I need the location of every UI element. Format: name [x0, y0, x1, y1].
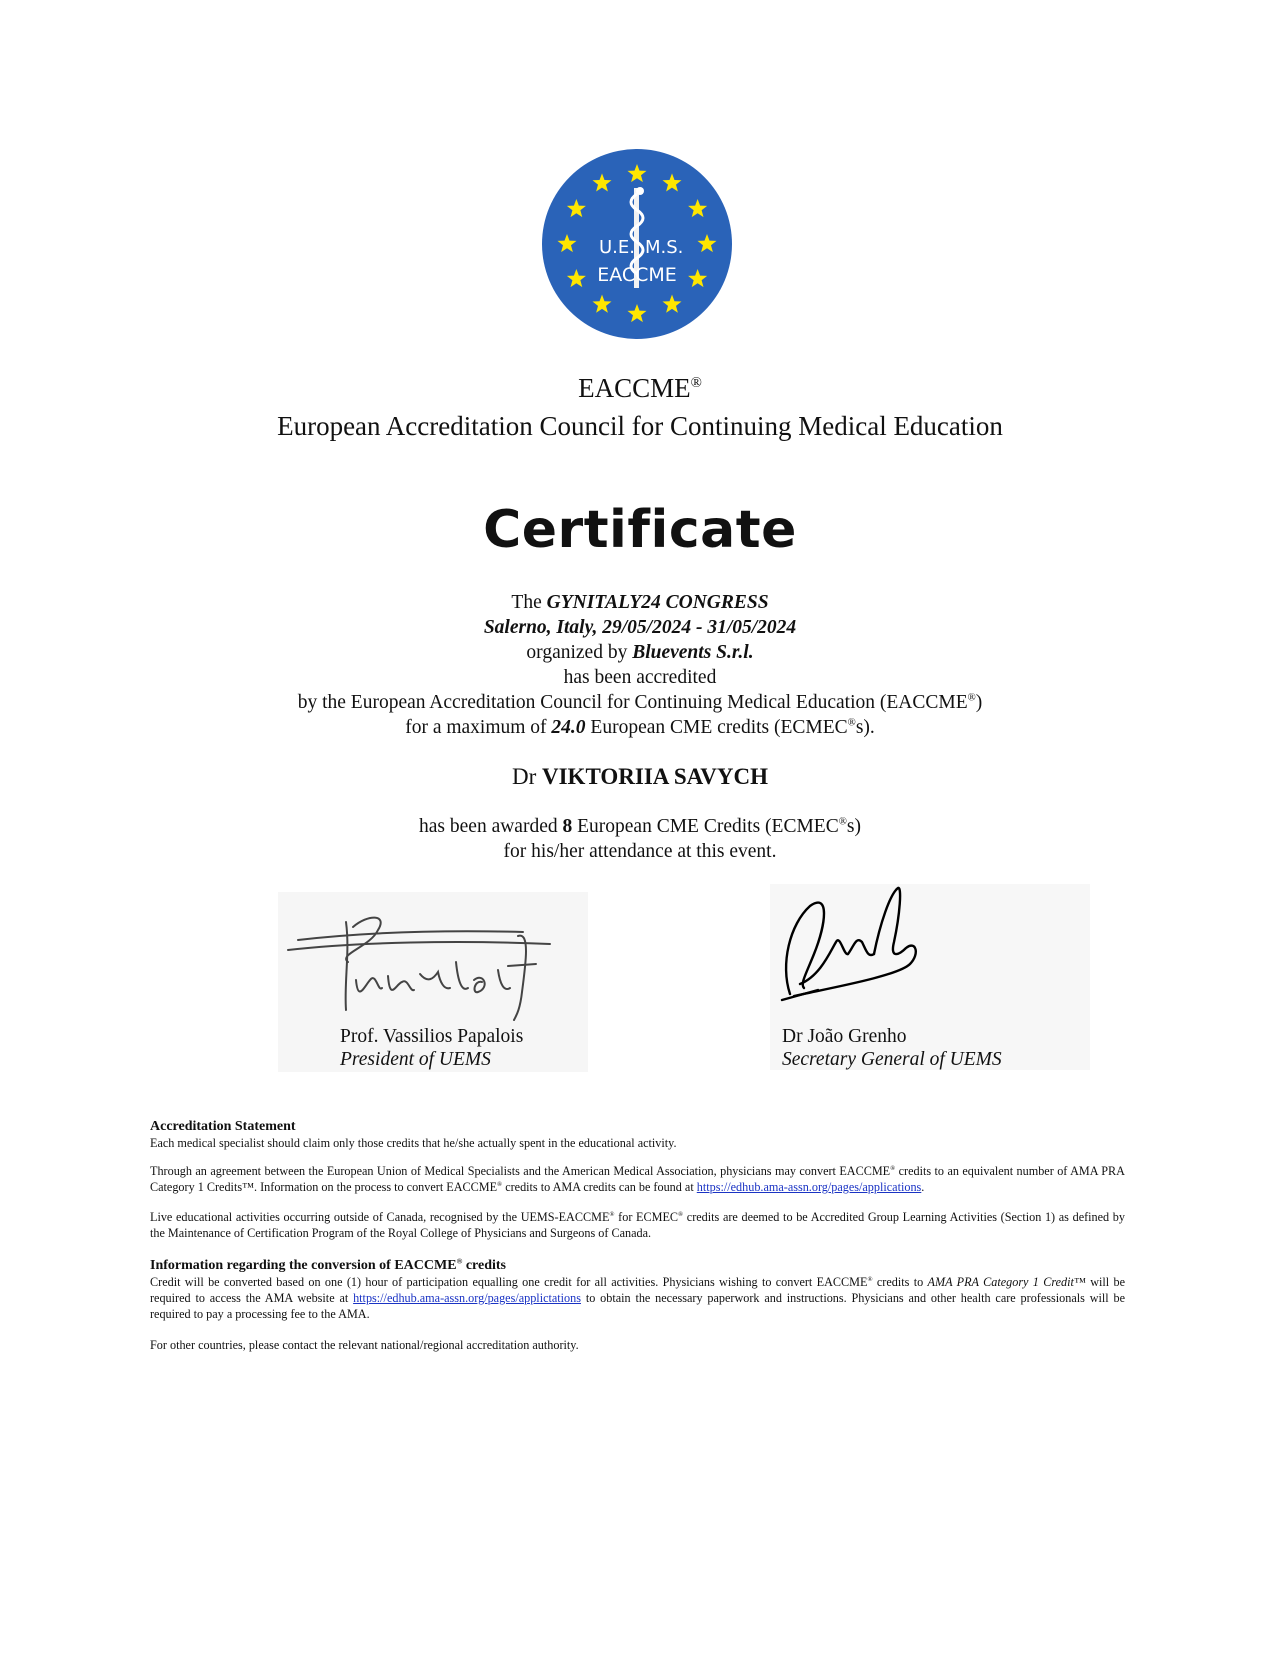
right-signatory-name: Dr João Grenho [782, 1026, 907, 1047]
signature-papalois-image [278, 892, 588, 1032]
event-name: GYNITALY24 CONGRESS [546, 592, 769, 613]
logo-text-eaccme: EACCME [597, 264, 677, 286]
statement-paragraph-1: Each medical specialist should claim only those credits that he/she actually spent in the educational activity. [150, 1136, 677, 1150]
conversion-paragraph-1: Credit will be converted based on one (1) hour of participation equalling one credit for all activities. Physicians wishing to convert EACCME® credits to AMA PRA Category 1 Credit™ will be required to access the AMA website at https://edhub.ama-assn.org/pages/applictations to obtain the necessary paperwork and instructions. Physicians and other health care professionals will be required to pay a processing fee to the AMA. [150, 1275, 1126, 1321]
logo-text-ms: M.S. [645, 237, 684, 258]
logo-text-ue: U.E. [599, 237, 635, 258]
recipient-line: Dr VIKTORIIA SAVYCH [511, 764, 769, 789]
eaccme-logo [541, 148, 733, 340]
signature-grenho-image [770, 884, 1090, 1024]
maximum-credits-line: for a maximum of 24.0 European CME credits (ECMEC®s). [405, 716, 875, 738]
org-full-name: European Accreditation Council for Continuing Medical Education [277, 411, 1003, 441]
ama-applications-link[interactable]: https://edhub.ama-assn.org/pages/applications [696, 1180, 922, 1194]
right-signatory-role: Secretary General of UEMS [782, 1049, 1002, 1070]
statement-paragraph-2: Through an agreement between the European Union of Medical Specialists and the American Medical Association, physicians may convert EACCME® credits to an equivalent number of AMA PRA Category 1 Credits™. Information on the process to convert EACCME® credits to AMA credits can be found at https://edhub.ama-assn.org/pages/applications. [150, 1164, 1125, 1194]
organizer-name: Bluevents S.r.l. [632, 642, 754, 663]
awarded-credits-value: 8 [562, 816, 573, 837]
council-line: by the European Accreditation Council for Continuing Medical Education (EACCME®) [297, 691, 983, 713]
conversion-heading: Information regarding the conversion of EACCME® credits [150, 1256, 506, 1273]
attendance-line: for his/her attendance at this event. [503, 841, 777, 862]
conversion-paragraph-2: For other countries, please contact the relevant national/regional accreditation authority. [150, 1338, 579, 1352]
accredited-line: has been accredited [563, 667, 717, 688]
event-line: The GYNITALY24 CONGRESS [511, 592, 769, 613]
recipient-name: VIKTORIIA SAVYCH [542, 764, 769, 789]
awarded-credits-line: has been awarded 8 European CME Credits (ECMEC®s) [419, 815, 861, 837]
left-signatory-name: Prof. Vassilios Papalois [340, 1026, 524, 1047]
ama-applictations-link[interactable]: https://edhub.ama-assn.org/pages/applictations [353, 1291, 581, 1305]
accreditation-statement-heading: Accreditation Statement [150, 1119, 296, 1134]
left-signatory-role: President of UEMS [340, 1049, 491, 1070]
event-location-dates: Salerno, Italy, 29/05/2024 - 31/05/2024 [483, 617, 797, 638]
organizer-line: organized by Bluevents S.r.l. [526, 642, 754, 663]
certificate-title: Certificate [483, 500, 797, 560]
org-abbreviation: EACCME® [578, 373, 702, 403]
maximum-credits-value: 24.0 [551, 717, 586, 738]
statement-paragraph-3: Live educational activities occurring outside of Canada, recognised by the UEMS-EACCME® for ECMEC® credits are deemed to be Accredited Group Learning Activities (Section 1) as defined by the Maintenance of Certification Program of the Royal College of Physicians and Surgeons of Canada. [150, 1210, 1125, 1240]
